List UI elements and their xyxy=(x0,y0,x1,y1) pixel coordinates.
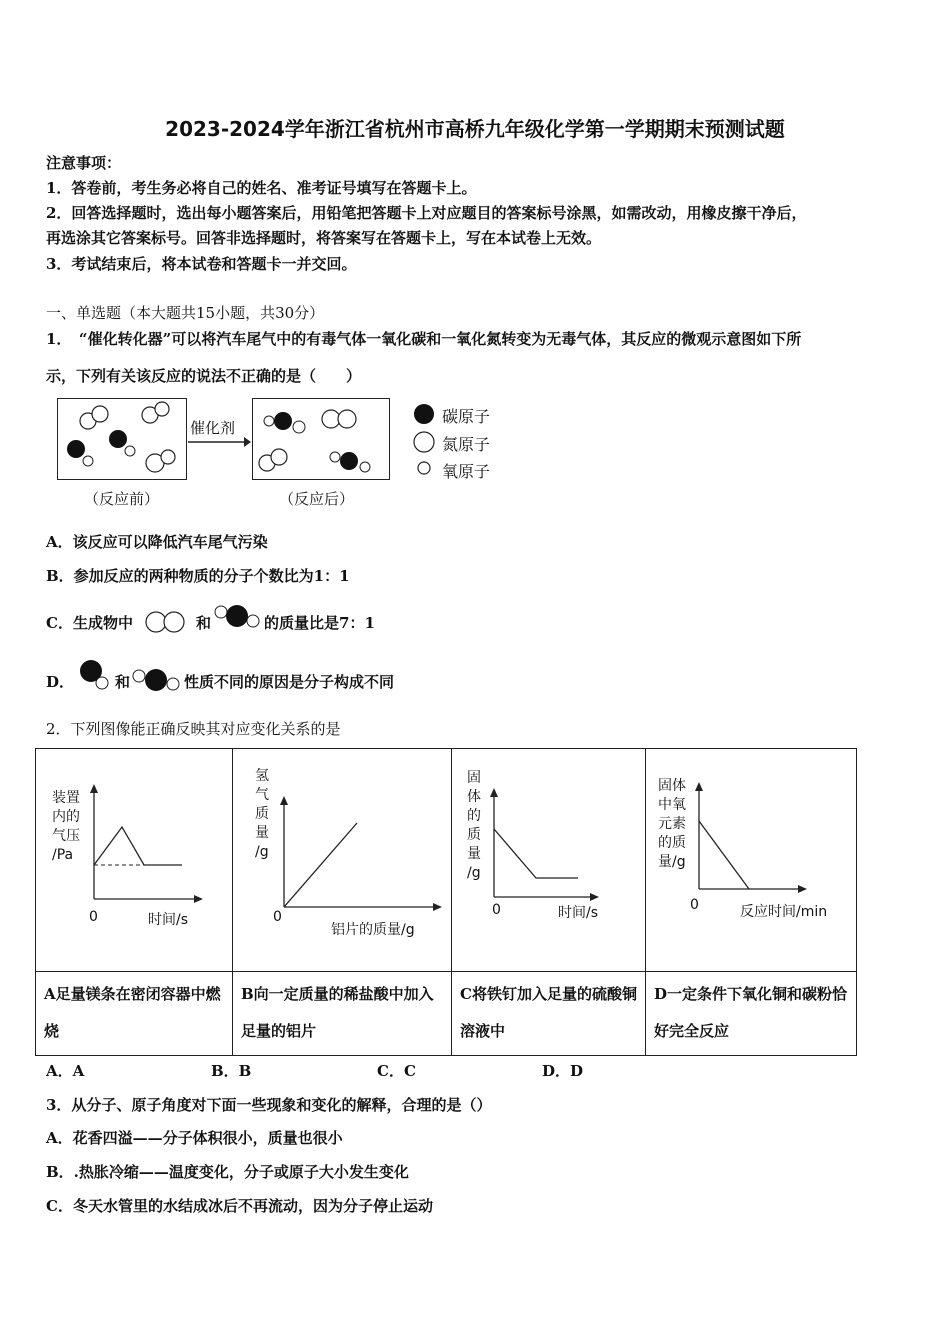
graph-a-xlabel: 时间/s xyxy=(148,912,189,928)
q1-option-d-post: 性质不同的原因是分子构成不同 xyxy=(184,673,395,691)
graph-d-plot xyxy=(646,749,856,971)
legend-carbon: 碳原子 xyxy=(442,407,491,426)
before-caption: （反应前） xyxy=(84,490,160,508)
q1-stem-line2: 示，下列有关该反应的说法不正确的是（ ） xyxy=(46,367,362,385)
legend-icons xyxy=(410,402,440,478)
q2-choice-b: B．B xyxy=(211,1062,252,1080)
reaction-arrow xyxy=(186,436,252,448)
co-molecule-icon xyxy=(78,658,110,690)
graph-c-ylabel: 固 体 的 质 量 /g xyxy=(467,770,481,881)
molecules-before xyxy=(58,399,186,479)
graph-a-plot xyxy=(36,749,232,971)
q1-option-c-post: 的质量比是7：1 xyxy=(264,614,375,632)
graph-b-origin: 0 xyxy=(273,909,282,925)
graph-cell-a xyxy=(36,749,233,972)
graph-caption-d: D一定条件下氧化铜和碳粉恰好完全反应 xyxy=(654,985,848,1040)
q1-option-c-pre: C．生成物中 xyxy=(46,614,133,632)
q3-stem: 3．从分子、原子角度对下面一些现象和变化的解释，合理的是（） xyxy=(46,1096,492,1114)
caption-cell-b xyxy=(233,972,452,1056)
notice-item-1: 1．答卷前，考生务必将自己的姓名、准考证号填写在答题卡上。 xyxy=(46,179,477,197)
graph-c-xlabel: 时间/s xyxy=(558,905,599,921)
graph-d-xlabel: 反应时间/min xyxy=(740,904,828,920)
q1-stem-line1: 1． “催化转化器”可以将汽车尾气中的有毒气体一氧化碳和一氧化氮转变为无毒气体，其反应的微观示意图如下所 xyxy=(46,330,802,348)
graph-c-plot xyxy=(452,749,645,971)
notice-item-2-cont: 再选涂其它答案标号。回答非选择题时，将答案写在答题卡上，写在本试卷上无效。 xyxy=(46,229,602,247)
graph-caption-a: A足量镁条在密闭容器中燃烧 xyxy=(44,985,221,1040)
caption-cell-a xyxy=(36,972,233,1056)
q1-option-b: B．参加反应的两种物质的分子个数比为1：1 xyxy=(46,567,350,585)
graph-d-ylabel: 固体 中氧 元素 的质 量/g xyxy=(658,778,686,870)
graph-caption-c: C将铁钉加入足量的硫酸铜溶液中 xyxy=(460,985,637,1040)
q2-choice-c: C．C xyxy=(377,1062,416,1080)
graph-caption-b: B向一定质量的稀盐酸中加入足量的铝片 xyxy=(241,985,434,1040)
co2-molecule-icon-2 xyxy=(131,665,183,695)
legend-nitrogen: 氮原子 xyxy=(442,435,491,454)
q3-option-a: A．花香四溢——分子体积很小，质量也很小 xyxy=(46,1129,343,1147)
graph-a-origin: 0 xyxy=(89,909,98,925)
legend-oxygen: 氧原子 xyxy=(442,462,491,481)
q3-option-b: B．.热胀冷缩——温度变化，分子或原子大小发生变化 xyxy=(46,1163,409,1181)
q2-stem: 2．下列图像能正确反映其对应变化关系的是 xyxy=(46,720,341,738)
notice-item-2: 2．回答选择题时，选出每小题答案后，用铅笔把答题卡上对应题目的答案标号涂黑，如需改动，用橡皮擦干净后， xyxy=(46,204,807,222)
graph-d-origin: 0 xyxy=(690,897,699,913)
graph-c-origin: 0 xyxy=(492,902,501,918)
graph-a-ylabel: 装置 内的 气压 /Pa xyxy=(52,790,80,863)
reaction-before-box xyxy=(57,398,187,480)
graph-cell-c xyxy=(452,749,646,972)
q3-option-c: C．冬天水管里的水结成冰后不再流动，因为分子停止运动 xyxy=(46,1197,433,1215)
catalyst-label: 催化剂 xyxy=(190,419,236,437)
notice-heading: 注意事项： xyxy=(46,154,122,172)
caption-cell-c xyxy=(452,972,646,1056)
notice-item-3: 3．考试结束后，将本试卷和答题卡一并交回。 xyxy=(46,255,357,273)
graph-cell-b xyxy=(233,749,452,972)
n2-molecule-icon xyxy=(143,609,189,635)
graph-b-ylabel: 氢 气 质 量 /g xyxy=(255,768,269,860)
q2-choice-d: D．D xyxy=(542,1062,584,1080)
graph-cell-d xyxy=(646,749,857,972)
graph-b-xlabel: 铝片的质量/g xyxy=(331,922,415,938)
q1-option-d-pre: D． xyxy=(46,673,75,691)
page-title: 2023-2024学年浙江省杭州市高桥九年级化学第一学期期末预测试题 xyxy=(165,117,785,141)
q2-choice-a: A．A xyxy=(46,1062,85,1080)
caption-cell-d xyxy=(646,972,857,1056)
q1-option-c-and: 和 xyxy=(196,614,212,632)
molecules-after xyxy=(253,399,389,479)
co2-molecule-icon xyxy=(213,602,263,632)
after-caption: （反应后） xyxy=(279,490,355,508)
q1-option-d-and: 和 xyxy=(115,673,131,691)
q2-graph-table xyxy=(35,748,857,1056)
section-heading: 一、单选题（本大题共15小题，共30分） xyxy=(46,304,325,322)
reaction-after-box xyxy=(252,398,390,480)
q1-option-a: A．该反应可以降低汽车尾气污染 xyxy=(46,533,268,551)
